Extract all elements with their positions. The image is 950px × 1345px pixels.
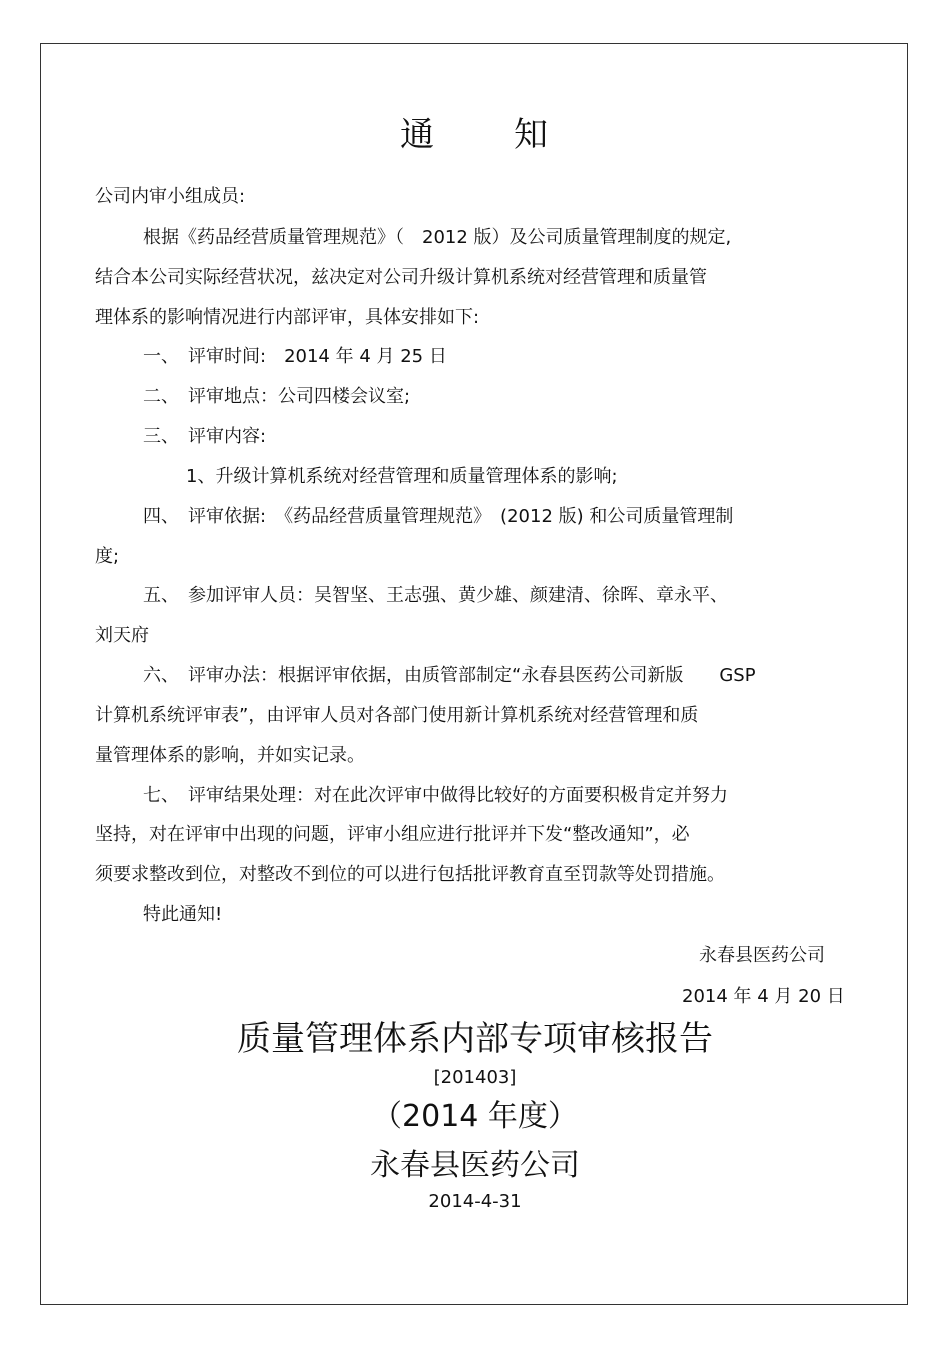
notice-title-right: 知 xyxy=(514,115,550,155)
closing-note: 特此通知! xyxy=(143,904,223,925)
report-code: [201403] xyxy=(433,1067,517,1088)
notice-title-left: 通 xyxy=(400,115,436,155)
item-review-result: 七、 评审结果处理：对在此次评审中做得比较好的方面要积极肯定并努力 xyxy=(143,785,728,806)
item-review-method-cont: 计算机系统评审表”，由评审人员对各部门使用新计算机系统对经营管理和质 xyxy=(95,705,699,726)
item-review-content-sub: 1、升级计算机系统对经营管理和质量管理体系的影响; xyxy=(186,466,618,487)
item-review-method: 六、 评审办法：根据评审依据，由质管部制定“永春县医药公司新版 GSP xyxy=(143,665,756,686)
item-review-content: 三、 评审内容: xyxy=(143,426,267,447)
item-review-time: 一、 评审时间: 2014 年 4 月 25 日 xyxy=(143,346,447,367)
signature-company: 永春县医药公司 xyxy=(699,945,825,966)
item-review-result-cont: 坚持，对在评审中出现的问题，评审小组应进行批评并下发“整改通知”，必 xyxy=(95,824,690,845)
addressee: 公司内审小组成员: xyxy=(95,186,246,207)
paragraph-line: 理体系的影响情况进行内部评审，具体安排如下: xyxy=(95,307,480,328)
paragraph-line: 根据《药品经营质量管理规范》（ 2012 版）及公司质量管理制度的规定, xyxy=(143,227,732,248)
report-year: （2014 年度） xyxy=(372,1099,578,1134)
paragraph-line: 结合本公司实际经营状况，兹决定对公司升级计算机系统对经营管理和质量管 xyxy=(95,267,707,288)
item-review-location: 二、 评审地点：公司四楼会议室; xyxy=(143,386,411,407)
notice-title xyxy=(0,113,950,157)
item-review-result-cont: 须要求整改到位，对整改不到位的可以进行包括批评教育直至罚款等处罚措施。 xyxy=(95,864,725,885)
item-review-basis-cont: 度; xyxy=(95,546,120,567)
item-review-method-cont: 量管理体系的影响，并如实记录。 xyxy=(95,745,365,766)
item-reviewers: 五、 参加评审人员：吴智坚、王志强、黄少雄、颜建清、徐晖、章永平、 xyxy=(143,585,728,606)
report-title: 质量管理体系内部专项审核报告 xyxy=(237,1019,713,1059)
report-date: 2014-4-31 xyxy=(428,1191,522,1212)
item-reviewers-cont: 刘天府 xyxy=(95,625,149,646)
report-company: 永春县医药公司 xyxy=(370,1148,580,1183)
item-review-basis: 四、 评审依据: 《药品经营质量管理规范》 (2012 版) 和公司质量管理制 xyxy=(143,506,734,527)
signature-date: 2014 年 4 月 20 日 xyxy=(682,986,845,1007)
